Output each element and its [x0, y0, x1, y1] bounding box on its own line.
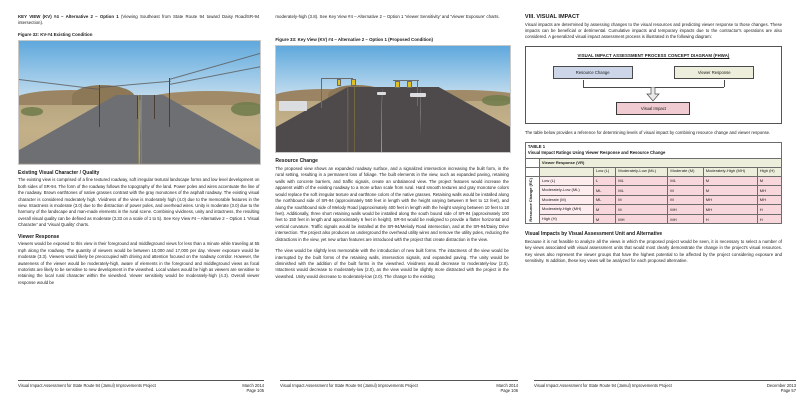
photo-existing-condition — [18, 40, 261, 165]
text-viewer-response: Viewers would be exposed to this view in their foreground and middleground views for less than a minute while traveling at 55 mph along the roadway. The quantity of viewers would be between 10,000 and 17,000 per day. Viewer exposure would be moderate (3.3). Viewers would likely be preoccupied with driving and attention focused on the roadway corridor. However, the awareness of the viewer would be moderately-high, aware of elements in the foreground and middleground views as focal motorists are likely to be sensitive to new development in the viewshed. Local values would be high as viewers are sensitive to retaining the local rural character within the viewshed. Viewer sensitivity would be moderately-high (4.3). Overall viewer response would be — [18, 241, 260, 285]
text-resource-change-2: The view would be slightly less memorable with the introduction of new built forms. The intactness of the view would be interrupted by the built forms of the retaining walls, intersection signals, and expanded paving. The unity would be diminished with the addition of the built forms in the viewshed. Vividness would decrease to moderately-low (2.0). Intactness would decrease to moderately-low (2.0), as the view would be slightly more distracted with the project in the viewshed. Unity would decrease to moderately-low (2.0). The change to the existing — [275, 248, 509, 279]
table-cell: MH — [703, 205, 757, 215]
table-cell: ML — [593, 186, 615, 196]
text-existing-visual-character: The existing view is comprised of a fine textured roadway, soft irregular textural landscape forms and low level development on both sides of SR-94. The form of the roadway follows the topography of the land. Power poles and wires accentuate the line of the roadway. Brown earthtones of native grasses contrast with the gray monotones of the asphalt roadway. The existing visual character is considered moderately high. Vividness of the view is moderately high (4.0) due to the memorable features in the view. Intactness is moderate (3.0) due to the distraction of power poles, and overhead wires. Unity is moderate (3.0) due to the harmony of the landscape and man-made elements in the rural scene. Combining vividness, unity and intactness, the resulting overall visual quality can be defined as moderate (3.33 on a scale of 1 to 5). See Key View #4 – Alternative 2 – Option 1 'Visual Character' and 'Visual Quality' charts. — [18, 177, 260, 228]
table-cell: H — [757, 205, 781, 215]
photo-traffic-signal-head — [351, 79, 355, 86]
table-cell: MH — [616, 214, 668, 224]
table-col-header-moderately-low: Moderately-Low (ML) — [616, 167, 668, 176]
footer-date: March 2014 — [242, 382, 264, 388]
right-column — [525, 14, 782, 362]
visual-impact-ratings-table — [525, 142, 782, 225]
diagram-connectors — [532, 80, 775, 102]
table-row-header-moderately-low: Moderately-Low (ML) — [539, 186, 593, 196]
table-cell: MH — [668, 205, 703, 215]
heading-viewer-response: Viewer Response — [18, 233, 60, 240]
photo-proposed-condition — [275, 45, 511, 153]
table-resource-change-label-text: Resource Change (RC) — [527, 178, 533, 222]
text-visual-impact-intro: Visual impacts are determined by assessing changes to the visual resources and predicting viewer response to those changes. These impacts can be beneficial or detrimental. Cumulative impacts and temporary impacts due to the contractor's operations are also considered. A generalized visual impact assessment process is illustrated in the following diagram: — [524, 21, 782, 40]
table-cell: MH — [757, 195, 781, 205]
key-view-lead-rest: (Viewing Southeast from State Route 94 toward Daisy Road/SR-94 intersection). — [18, 14, 260, 26]
footer-page-info — [242, 383, 264, 394]
table-title-cell — [525, 142, 781, 158]
table-cell: ML — [668, 176, 703, 186]
diagram-connector-left — [583, 80, 584, 87]
footer-page-info — [767, 383, 796, 394]
table-cell: M — [616, 195, 668, 205]
table-col-header-low: Low (L) — [593, 167, 615, 176]
table-row — [525, 176, 781, 186]
footer-page-number: Page 105 — [246, 388, 264, 394]
table-cell: M — [668, 195, 703, 205]
table-cell: M — [668, 186, 703, 196]
table-cell: MH — [668, 214, 703, 224]
table-col-header-moderate: Moderate (M) — [668, 167, 703, 176]
table-cell: M — [757, 176, 781, 186]
photo-traffic-signal-head — [395, 81, 399, 88]
text-resource-change: The proposed view shows an expanded roadway surface, and a signalized intersection increasing the built form, in the rural setting, resulting in a permanent loss of foliage. The built elements in the view, such as expanded paving, retaining walls with concrete barriers, and traffic signals, create an unbalanced view. The project features would increase the apparent width of the existing roadway to a more urban scale from rural. Hard smooth textures and gray monotone colors would replace the soft irregular texture and earthtone colors of the native grasses. Retaining walls would be installed along the northbound side of SR-94 (approximately 560 feet in length with the height varying between 8 feet to 12 feet), and along the southbound side of Melody Road (approximately 400 feet in length with the height varying between 10 feet to 18 feet). Additionally, three short retaining walls would be installed along the south bound side of SR-94 (approximately 100 feet to 150 feet in length and approximately 6 feet in height). SR-94 would be realigned to provide a flatter horizontal and vertical curvature. Traffic signals would be installed at the SR-94/Melody Road intersection, and at the SR-94/Daisy Drive intersection. The project also produces an underground the overhead utility wires and remove the utility poles, reducing the distractions in the view, yet new urban features are introduced with the project that create distraction in the view. — [275, 165, 509, 242]
text-table-intro: The table below provides a reference for determining levels of visual impact by combining resource change and viewer response. — [524, 130, 771, 136]
photo-power-pole — [169, 78, 170, 127]
text-continuation: moderately-high (3.8). See Key View #4 – Alternative 2 – Option 1 'Viewer Sensitivity' and 'Viewer Exposure' charts. — [275, 14, 500, 19]
footer-date: March 2014 — [496, 382, 518, 388]
footer-page-info — [496, 383, 518, 394]
key-view-lead-bold: KEY VIEW (KV) #4 – Alternative 2 – Option 1 — [18, 14, 119, 19]
photo-vegetation — [231, 102, 261, 116]
diagram-title: VISUAL IMPACT ASSESSMENT PROCESS CONCEPT DIAGRAM (FHWA) — [577, 52, 730, 58]
diagram-connector-right — [724, 80, 725, 87]
table-number: TABLE 1 — [527, 144, 546, 150]
table-cell: M — [703, 186, 757, 196]
table-row — [525, 195, 781, 205]
diagram-box-visual-impact: Visual Impact — [616, 102, 690, 115]
photo-vegetation — [482, 95, 511, 106]
table-cell: ML — [593, 195, 615, 205]
table-col-header-moderately-high: Moderately-High (MH) — [703, 167, 757, 176]
key-view-lead — [18, 14, 259, 27]
footer-doc-title: Visual Impact Assessment for State Route 94 (Jamul) Improvements Project — [534, 382, 672, 388]
table-row-header-high: High (H) — [539, 214, 593, 224]
footer-right — [534, 380, 796, 394]
table-cell: L — [593, 176, 615, 186]
photo-vegetation — [21, 107, 43, 116]
table-cell: MH — [703, 195, 757, 205]
heading-existing-visual-character: Existing Visual Character / Quality — [18, 169, 100, 176]
table-cell: ML — [616, 176, 668, 186]
text-visual-impacts-by-unit: Because it is not feasible to analyze all the views in which the proposed project would be seen, it is necessary to select a number of key views associated with visual assessment units that would most clearly demonstrate the change in the project's visual resources. Key views also represent the viewer groups that have the highest potential to be affected by the project considering exposure and sensitivity. In addition, these key views will be analyzed for each proposed alternative. — [524, 238, 782, 264]
table-cell: M — [593, 205, 615, 215]
heading-resource-change: Resource Change — [275, 158, 318, 165]
table-header-row — [525, 167, 781, 176]
photo-vehicle — [410, 93, 426, 97]
heading-visual-impact: VIII. VISUAL IMPACT — [524, 14, 580, 20]
table-cell: H — [703, 214, 757, 224]
photo-traffic-signal-head — [337, 79, 341, 86]
photo-power-pole — [137, 96, 138, 119]
table-header-blank — [539, 167, 593, 176]
table-column-group-row — [525, 158, 781, 167]
table-row-header-low: Low (L) — [539, 176, 593, 186]
photo-vehicle — [377, 92, 386, 95]
diagram-box-viewer-response: Viewer Response — [674, 66, 754, 79]
visual-impact-process-diagram — [525, 46, 782, 124]
middle-column — [275, 14, 509, 362]
footer-page-number: Page 57 — [780, 388, 796, 394]
footer-doc-title: Visual Impact Assessment for State Route 94 (Jamul) Improvements Project — [18, 382, 156, 388]
table-cell: M — [703, 176, 757, 186]
table-cell: ML — [616, 186, 668, 196]
three-column-layout — [18, 14, 782, 362]
table-row — [525, 214, 781, 224]
diagram-arrow-down-icon — [646, 87, 660, 107]
table-col-header-high: High (H) — [757, 167, 781, 176]
table-viewer-response-label: Viewer Response (VR) — [539, 158, 781, 167]
table-title: Visual Impact Ratings Using Viewer Response and Resource Change — [527, 150, 666, 156]
table-cell: M — [593, 214, 615, 224]
table-cell: H — [757, 214, 781, 224]
table-row — [525, 205, 781, 215]
table-row — [525, 186, 781, 196]
left-column — [18, 14, 259, 362]
diagram-top-row — [532, 66, 775, 80]
table-resource-change-label — [525, 176, 539, 224]
footer-middle — [280, 380, 518, 394]
footer-doc-title: Visual Impact Assessment for State Route 94 (Jamul) Improvements Project — [280, 382, 418, 388]
table-cell: M — [616, 205, 668, 215]
table-title-row — [525, 142, 781, 158]
photo-power-pole — [99, 85, 100, 127]
footer-left — [18, 380, 264, 394]
table-row-header-moderate: Moderate (M) — [539, 195, 593, 205]
table-row-header-moderately-high: Moderately-High (MH) — [539, 205, 593, 215]
heading-visual-impacts-by-unit: Visual Impacts by Visual Assessment Unit and Alternative — [524, 231, 663, 238]
footer-page-number: Page 106 — [500, 388, 518, 394]
table-corner-blank — [525, 167, 539, 176]
photo-traffic-signal-pole — [321, 78, 322, 108]
photo-vehicle — [279, 101, 307, 111]
photo-power-pole — [154, 95, 155, 120]
figure-32-caption: Figure 32: KV-#4 Existing Condition — [18, 31, 93, 37]
photo-traffic-signal-head — [407, 81, 411, 88]
footer-date: December 2013 — [766, 382, 796, 388]
table-corner-blank — [525, 158, 539, 167]
table-cell: MH — [757, 186, 781, 196]
figure-33-caption: Figure 33: Key View (KV) #4 – Alternative 2 – Option 1 (Proposed Condition) — [275, 37, 433, 43]
diagram-box-resource-change: Resource Change — [553, 66, 633, 79]
